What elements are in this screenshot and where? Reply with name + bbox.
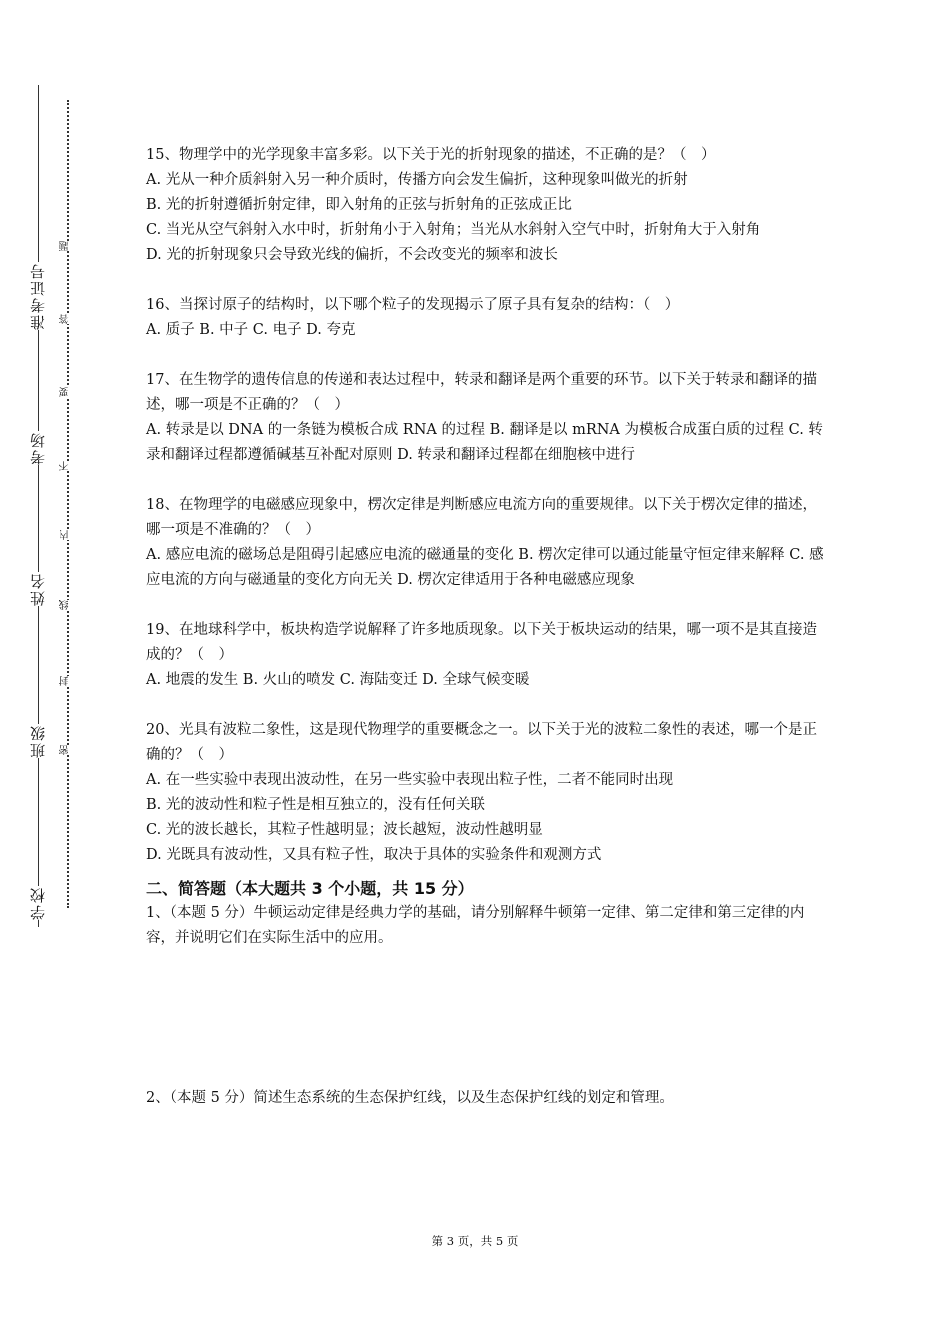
short-answer-1 [146, 901, 826, 951]
binding-margin [0, 0, 110, 1344]
seal-char: 不 [60, 461, 74, 471]
binding-solid-line [38, 85, 39, 927]
label-school: 学校 [29, 886, 47, 920]
short-answer-2 [146, 1086, 826, 1111]
option: A. 在一些实验中表现出波动性，在另一些实验中表现出粒子性，二者不能同时出现 [146, 772, 674, 788]
seal-char: 题 [60, 241, 74, 251]
short-answer-question: 2、（本题 5 分）简述生态系统的生态保护红线，以及生态保护红线的划定和管理。 [146, 1090, 674, 1106]
seal-char: 内 [60, 530, 74, 540]
question-17 [146, 368, 826, 468]
seal-char: 密 [60, 745, 74, 755]
question-stem: 20、光具有波粒二象性，这是现代物理学的重要概念之一。以下关于光的波粒二象性的表述，哪一个是正确的？（ ） [146, 722, 817, 763]
section-title: 二、简答题（本大题共 3 个小题，共 15 分） [146, 879, 474, 898]
question-18 [146, 493, 826, 593]
seal-char: 线 [60, 600, 74, 610]
short-answer-question: 1、（本题 5 分）牛顿运动定律是经典力学的基础，请分别解释牛顿第一定律、第二定律和第三定律的内容，并说明它们在实际生活中的应用。 [146, 905, 805, 946]
label-name: 姓名 [29, 572, 47, 606]
page-footer: 第 3 页，共 5 页 [431, 1234, 519, 1248]
question-stem: 18、在物理学的电磁感应现象中，楞次定律是判断感应电流方向的重要规律。以下关于楞次定律的描述，哪一项是不准确的？（ ） [146, 497, 817, 538]
question-stem: 19、在地球科学中，板块构造学说解释了许多地质现象。以下关于板块运动的结果，哪一项不是其直接造成的？（ ） [146, 622, 817, 663]
option: C. 光的波长越长，其粒子性越明显；波长越短，波动性越明显 [146, 822, 543, 838]
question-15 [146, 143, 826, 268]
label-class: 班级 [29, 724, 47, 758]
binding-dotted-line [67, 100, 69, 908]
question-16 [146, 293, 826, 343]
question-stem: 17、在生物学的遗传信息的传递和表达过程中，转录和翻译是两个重要的环节。以下关于转录和翻译的描述，哪一项是不正确的？（ ） [146, 372, 817, 413]
option: A. 质子 B. 中子 C. 电子 D. 夸克 [146, 322, 356, 338]
option: B. 光的波动性和粒子性是相互独立的，没有任何关联 [146, 797, 485, 813]
exam-content [146, 143, 826, 1111]
question-19 [146, 618, 826, 693]
question-20 [146, 718, 826, 868]
label-ticket-number: 准考证号 [29, 262, 47, 330]
option: A. 光从一种介质斜射入另一种介质时，传播方向会发生偏折，这种现象叫做光的折射 [146, 172, 688, 188]
label-exam-room: 考场 [29, 431, 47, 465]
question-stem: 16、当探讨原子的结构时，以下哪个粒子的发现揭示了原子具有复杂的结构：（ ） [146, 297, 680, 313]
option: A. 地震的发生 B. 火山的喷发 C. 海陆变迁 D. 全球气候变暖 [146, 672, 530, 688]
option: C. 当光从空气斜射入水中时，折射角小于入射角；当光从水斜射入空气中时，折射角大于入射角 [146, 222, 761, 238]
option: B. 光的折射遵循折射定律，即入射角的正弦与折射角的正弦成正比 [146, 197, 572, 213]
option: A. 转录是以 DNA 的一条链为模板合成 RNA 的过程 B. 翻译是以 mRNA 为模板合成蛋白质的过程 C. 转录和翻译过程都遵循碱基互补配对原则 D. 转录和翻译过程都在细胞核中进行 [146, 422, 823, 463]
option: D. 光既具有波动性，又具有粒子性，取决于具体的实验条件和观测方式 [146, 847, 602, 863]
seal-char: 封 [60, 676, 74, 686]
question-stem: 15、物理学中的光学现象丰富多彩。以下关于光的折射现象的描述，不正确的是？（ ） [146, 147, 716, 163]
seal-char: 要 [60, 387, 74, 397]
option: A. 感应电流的磁场总是阻碍引起感应电流的磁通量的变化 B. 楞次定律可以通过能量守恒定律来解释 C. 感应电流的方向与磁通量的变化方向无关 D. 楞次定律适用于各种电磁感应现象 [146, 547, 824, 588]
option: D. 光的折射现象只会导致光线的偏折，不会改变光的频率和波长 [146, 247, 558, 263]
seal-char: 答 [60, 314, 74, 324]
